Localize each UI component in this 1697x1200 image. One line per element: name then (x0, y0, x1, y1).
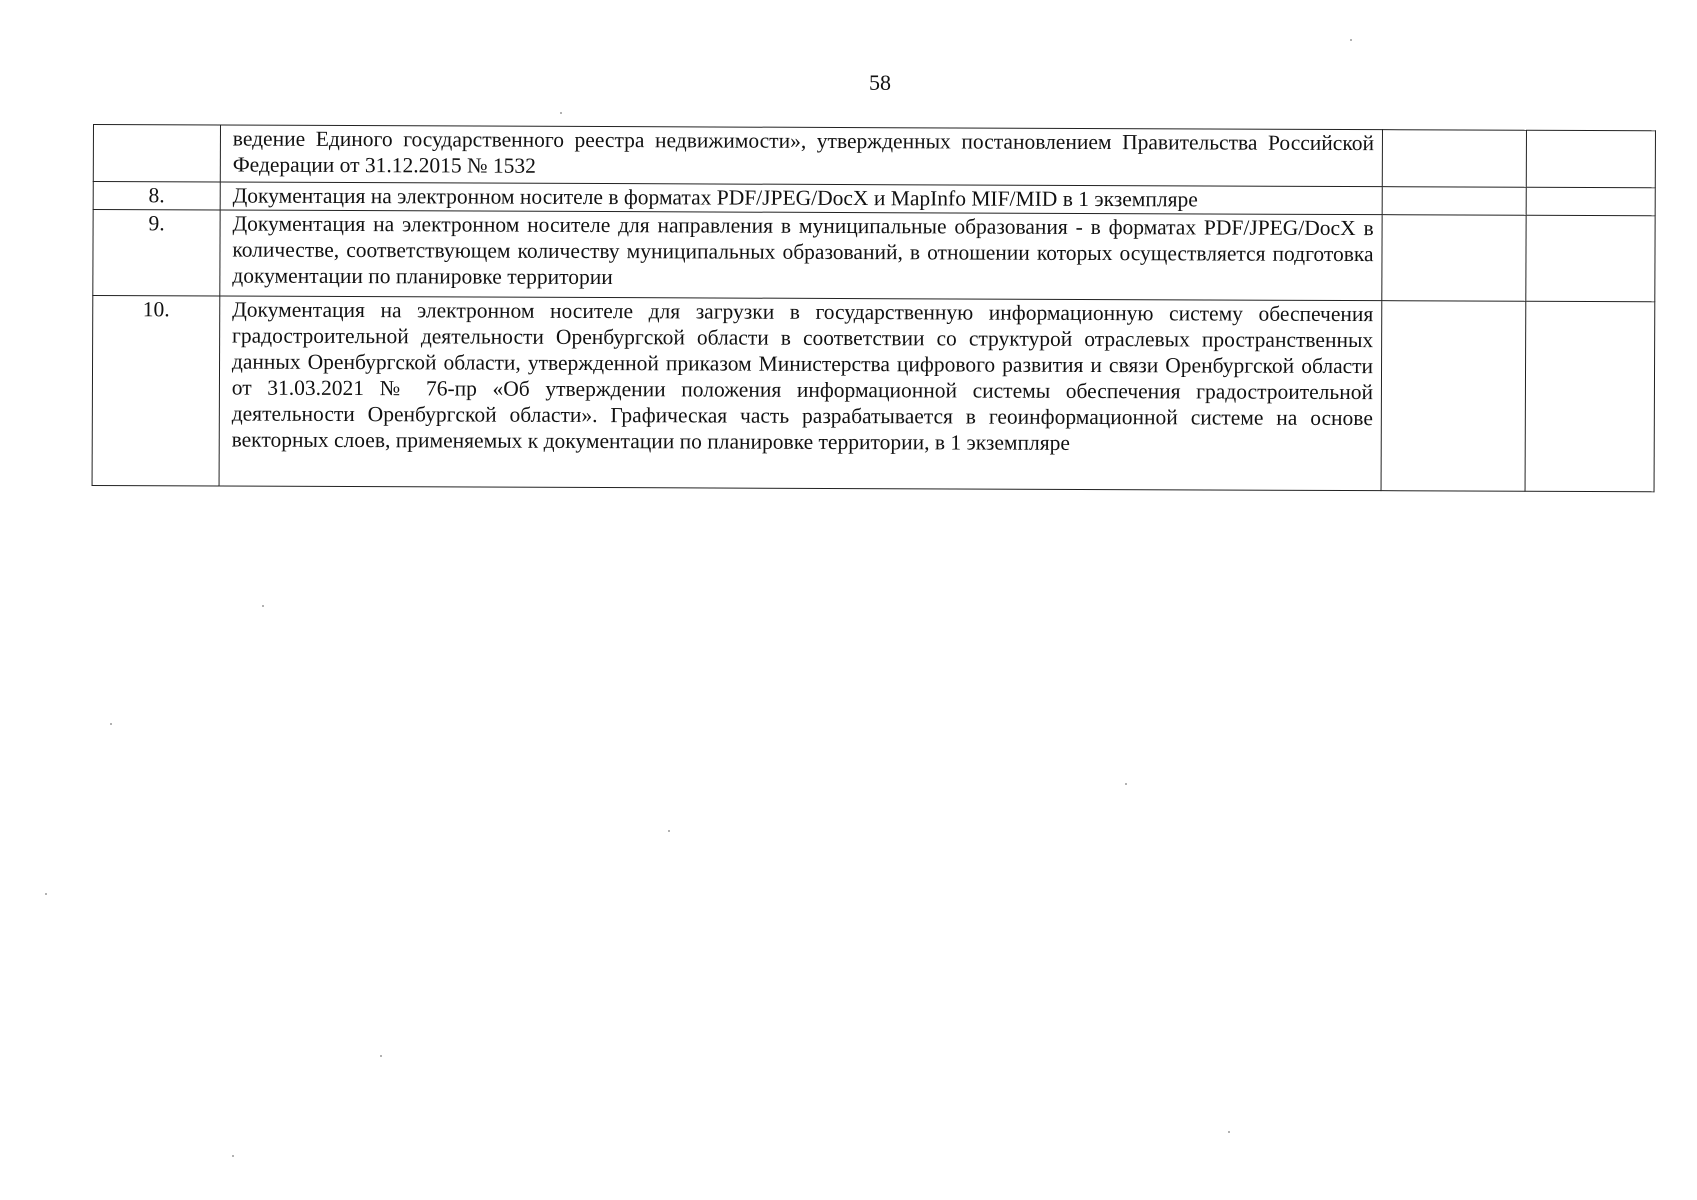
row-value-cell (1382, 187, 1526, 216)
scan-speck (1228, 1131, 1230, 1133)
page-number: 58 (869, 70, 891, 95)
scan-speck (262, 605, 264, 607)
scan-speck (45, 893, 47, 895)
row-text-cell: Документация на электронном носителе для направления в муниципальные образования - в форматах PDF/JPEG/DocX в количестве, соответствующем количеству муниципальных образований, в отношении которых осуществляется подготовка документации по планировке территории (220, 210, 1383, 301)
scan-speck (560, 112, 562, 114)
row-text-cell: ведение Единого государственного реестра недвижимости», утвержденных постановлением Правительства Российской Федерации от 31.12.2015 № 1532 (220, 125, 1382, 187)
row-value-cell (1382, 215, 1526, 302)
scan-speck (1125, 783, 1127, 785)
row-text-cell: Документация на электронном носителе для загрузки в государственную информационную систему обеспечения градостроительной деятельности Оренбургской области в соответствии со структурой отраслевых пространственных данных Оренбургской области, утвержденной приказом Министерства цифрового развития и связи Оренбургской области от 31.03.2021 № 76-пр «Об утверждении положения информационной системы обеспечения градостроительной деятельности Оренбургской области». Графическая часть разрабатывается в геоинформационной системе на основе векторных слоев, применяемых к документации по планировке территории, в 1 экземпляре (219, 296, 1382, 491)
table-row (93, 125, 1655, 188)
scan-speck (110, 723, 112, 725)
row-value-cell (1382, 130, 1526, 188)
row-value-cell (1526, 130, 1655, 188)
scan-speck (232, 1155, 234, 1157)
row-number-cell: 9. (93, 210, 220, 297)
row-text-cell: Документация на электронном носителе в форматах PDF/JPEG/DocX и MapInfo MIF/MID в 1 экземпляре (220, 182, 1382, 215)
row-number-cell (93, 125, 220, 183)
scan-speck (1350, 39, 1352, 41)
row-value-cell (1526, 187, 1655, 216)
row-value-cell (1381, 301, 1526, 492)
row-number-cell: 8. (93, 182, 220, 211)
row-number-cell: 10. (92, 296, 220, 487)
document-table (92, 124, 1656, 492)
scan-speck (380, 1055, 382, 1057)
table-row (92, 296, 1655, 492)
row-value-cell (1526, 215, 1655, 302)
scan-speck (668, 830, 670, 832)
row-value-cell (1525, 301, 1655, 492)
table-row (93, 210, 1655, 302)
